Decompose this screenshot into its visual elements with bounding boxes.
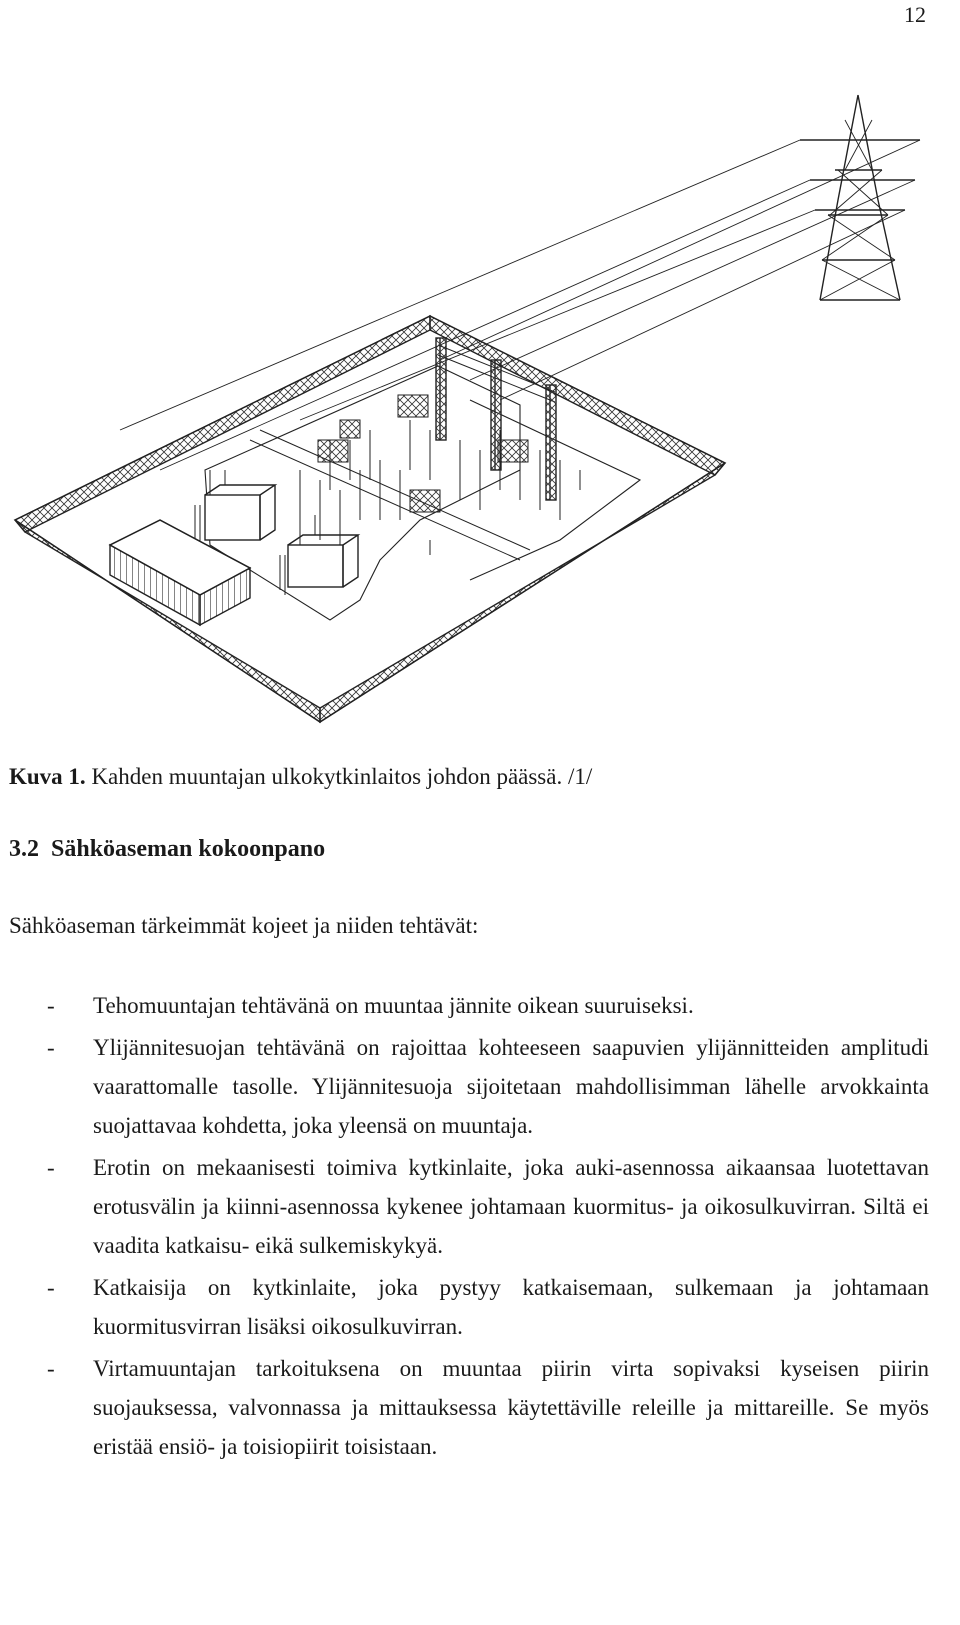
list-dash: -	[47, 993, 55, 1018]
intro-paragraph: Sähköaseman tärkeimmät kojeet ja niiden tehtävät:	[9, 913, 479, 938]
list-item	[9, 1148, 929, 1265]
list-item	[9, 1028, 929, 1145]
list-dash: -	[47, 1035, 55, 1060]
section-title: Sähköaseman kokoonpano	[51, 836, 326, 862]
page-number: 12	[904, 2, 926, 27]
list-item-text: Erotin on mekaanisesti toimiva kytkinlaite, joka auki-asennossa aikaansaa luotettavan erotusvälin ja kiinni-asennossa kykenee johtamaan kuormitus- ja oikosulkuvirran. Siltä ei vaadita katkaisu- eikä sulkemiskykyä.	[93, 1155, 929, 1258]
list-item	[9, 1349, 929, 1466]
list-item-text: Ylijännitesuojan tehtävänä on rajoittaa kohteeseen saapuvien ylijännitteiden amplitudi vaarattomalle tasolle. Ylijännitesuoja sijoitetaan mahdollisimman lähelle arvokkainta suojattavaa kohdetta, joka yleensä on muuntaja.	[93, 1035, 929, 1138]
section-heading	[9, 836, 337, 863]
section-number: 3.2	[9, 836, 39, 862]
substation-illustration	[0, 85, 960, 725]
list-item	[9, 1268, 929, 1346]
list-dash: -	[47, 1356, 55, 1381]
list-dash: -	[47, 1275, 55, 1300]
list-item-text: Katkaisija on kytkinlaite, joka pystyy katkaisemaan, sulkemaan ja johtamaan kuormitusvirran lisäksi oikosulkuvirran.	[93, 1275, 929, 1339]
perimeter-fence	[15, 316, 725, 722]
figure-caption-text: Kahden muuntajan ulkokytkinlaitos johdon päässä. /1/	[91, 764, 593, 789]
list-item-text: Tehomuuntajan tehtävänä on muuntaa jännite oikean suuruiseksi.	[93, 993, 694, 1018]
figure-caption-label: Kuva 1.	[9, 764, 86, 789]
list-item-text: Virtamuuntajan tarkoituksena on muuntaa piirin virta sopivaksi kyseisen piirin suojauksessa, valvonnassa ja mittauksessa käytettäville releille ja mittareille. Se myös eristää ensiö- ja toisiopiirit toisistaan.	[93, 1356, 929, 1459]
figure-caption	[9, 764, 592, 790]
list-item	[9, 986, 929, 1025]
equipment-list	[9, 986, 929, 1469]
transmission-tower	[800, 95, 920, 300]
list-dash: -	[47, 1155, 55, 1180]
